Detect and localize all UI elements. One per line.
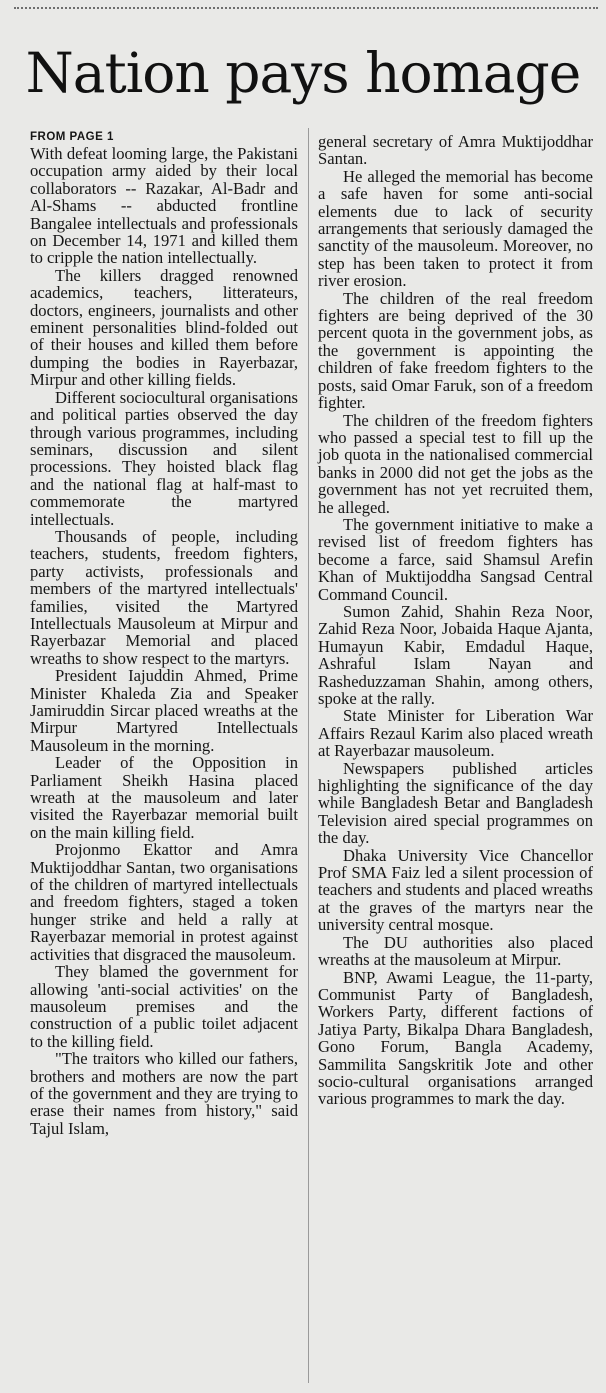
paragraph: State Minister for Liberation War Affairs Rezaul Karim also placed wreath at Rayerbazar mausoleum. — [318, 706, 593, 761]
paragraph: Different sociocultural organisations and political parties observed the day through various programmes, including seminars, discussion and silent processions. They hoisted black flag and the national flag at half-mast to commemorate the martyred intellectuals. — [30, 387, 298, 529]
paragraph: Leader of the Opposition in Parliament Sheikh Hasina placed wreath at the mausoleum and later visited the Rayerbazar memorial built on the main killing field. — [30, 753, 298, 842]
top-dotted-rule — [14, 7, 598, 9]
paragraph: The DU authorities also placed wreaths at the mausoleum at Mirpur. — [318, 932, 593, 970]
left-column — [30, 130, 298, 1137]
paragraph: The children of the real freedom fighters are being deprived of the 30 percent quota in the government jobs, as the government is appointing the children of fake freedom fighters to the posts, said Omar Faruk, son of a freedom fighter. — [318, 288, 593, 413]
paragraph: Thousands of people, including teachers, students, freedom fighters, party activists, professionals and members of the martyred intellectuals' families, visited the Martyred Intellectuals Mausoleum at Mirpur and Rayerbazar Memorial and placed wreaths to show respect to the martyrs. — [30, 526, 298, 668]
column-divider — [308, 128, 309, 1383]
paragraph: Dhaka University Vice Chancellor Prof SMA Faiz led a silent procession of teachers and students and placed wreaths at the graves of the martyrs near the university central mosque. — [318, 845, 593, 935]
headline: Nation pays homage — [25, 41, 581, 105]
paragraph: Sumon Zahid, Shahin Reza Noor, Zahid Reza Noor, Jobaida Haque Ajanta, Humayun Kabir, Emdadul Haque, Ashraful Islam Nayan and Rasheduzzaman Shahin, among others, spoke at the rally. — [318, 601, 593, 708]
paragraph: He alleged the memorial has become a safe haven for some anti-social elements due to lack of security arrangements that seriously damaged the sanctity of the mausoleum. Moreover, no step has been taken to protect it from river erosion. — [318, 166, 593, 291]
paragraph: Newspapers published articles highlighting the significance of the day while Bangladesh Betar and Bangladesh Television aired special programmes on the day. — [318, 758, 593, 848]
paragraph: The government initiative to make a revised list of freedom fighters has become a farce, said Shamsul Arefin Khan of Muktijoddha Sangsad Central Command Council. — [318, 514, 593, 604]
paragraph: The killers dragged renowned academics, teachers, litterateurs, doctors, engineers, journalists and other eminent personalities blind-folded out of their houses and killed them before dumping the bodies in Rayerbazar, Mirpur and other killing fields. — [30, 265, 298, 390]
paragraph: With defeat looming large, the Pakistani occupation army aided by their local collaborators -- Razakar, Al-Badr and Al-Shams -- abducted frontline Bangalee intellectuals and professionals on December 14, 1971 and killed them to cripple the nation intellectually. — [30, 144, 298, 268]
paragraph: President Iajuddin Ahmed, Prime Minister Khaleda Zia and Speaker Jamiruddin Sircar placed wreaths at the Mirpur Martyred Intellectuals Mausoleum in the morning. — [30, 666, 298, 755]
paragraph: The children of the freedom fighters who passed a special test to fill up the job quota in the nationalised commercial banks in 2000 did not get the jobs as the government has not yet recruited them, he alleged. — [318, 410, 593, 517]
paragraph: BNP, Awami League, the 11-party, Communist Party of Bangladesh, Workers Party, different factions of Jatiya Party, Bikalpa Dhara Bangladesh, Gono Forum, Bangla Academy, Sammilita Sangskritik Jote and other socio-cultural organisations arranged various programmes to mark the day. — [318, 967, 593, 1109]
right-column — [318, 133, 593, 1108]
paragraph: They blamed the government for allowing 'anti-social activities' on the mausoleum premises and the construction of a public toilet adjacent to the killing field. — [30, 962, 298, 1051]
paragraph: Projonmo Ekattor and Amra Muktijoddhar Santan, two organisations of the children of martyred intellectuals and freedom fighters, staged a token hunger strike and held a rally at Rayerbazar memorial in protest against activities that disgraced the mausoleum. — [30, 840, 298, 964]
paragraph: "The traitors who killed our fathers, brothers and mothers are now the part of the government and they are trying to erase their names from history," said Tajul Islam, — [30, 1049, 298, 1138]
paragraph-continuation: general secretary of Amra Muktijoddhar Santan. — [318, 132, 593, 169]
kicker-from-page: FROM PAGE 1 — [30, 131, 114, 143]
